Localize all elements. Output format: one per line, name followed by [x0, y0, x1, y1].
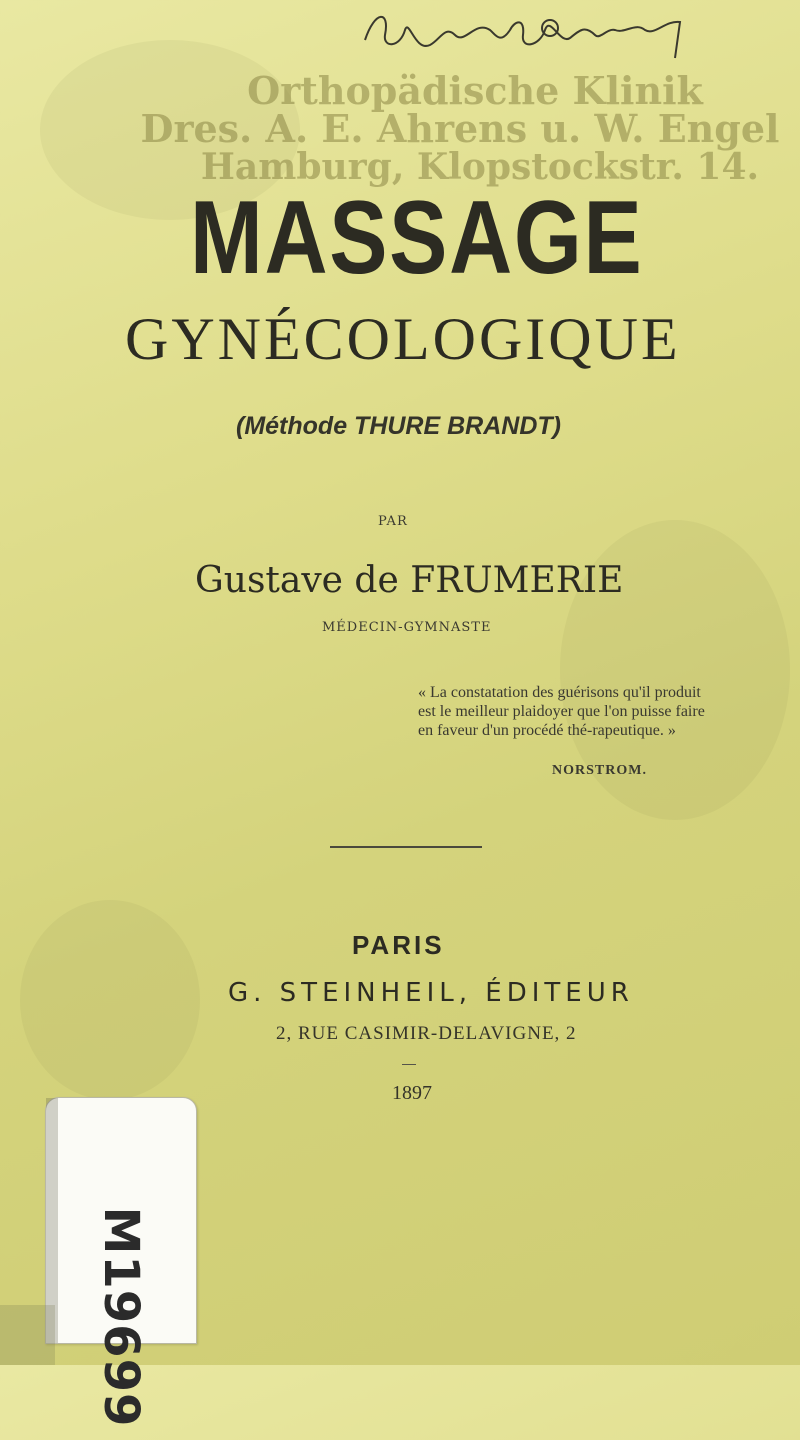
publisher-address: 2, RUE CASIMIR-DELAVIGNE, 2 [276, 1023, 577, 1044]
short-dash [402, 1064, 416, 1065]
publication-year: 1897 [392, 1082, 432, 1104]
by-line: PAR [378, 514, 408, 529]
epigraph-author: NORSTROM. [552, 763, 647, 778]
shelfmark-number: M19699 [93, 1206, 149, 1428]
publisher: G. STEINHEIL, ÉDITEUR [228, 978, 634, 1008]
publication-city: PARIS [352, 930, 445, 960]
author-title: MÉDECIN-GYMNASTE [322, 620, 492, 635]
author-name: Gustave de FRUMERIE [195, 560, 624, 601]
library-stamp-line: Dres. A. E. Ahrens u. W. Engel [140, 106, 780, 151]
paper-stain [20, 900, 200, 1100]
book-subtitle: GYNÉCOLOGIQUE [125, 306, 681, 372]
epigraph: « La constatation des guérisons qu'il produit est le meilleur plaidoyer que l'on puisse faire en faveur d'un procédé thé-rapeutique. » [418, 684, 705, 739]
divider-rule [330, 846, 482, 848]
worn-corner [0, 1305, 55, 1365]
library-stamp-line: Hamburg, Klopstockstr. 14. [200, 146, 760, 188]
handwritten-flourish [345, 0, 705, 60]
shelfmark-label [45, 1097, 197, 1428]
library-stamp-line: Orthopädische Klinik [247, 68, 703, 113]
book-title: MASSAGE [190, 180, 644, 296]
method-line: (Méthode THURE BRANDT) [236, 412, 561, 440]
